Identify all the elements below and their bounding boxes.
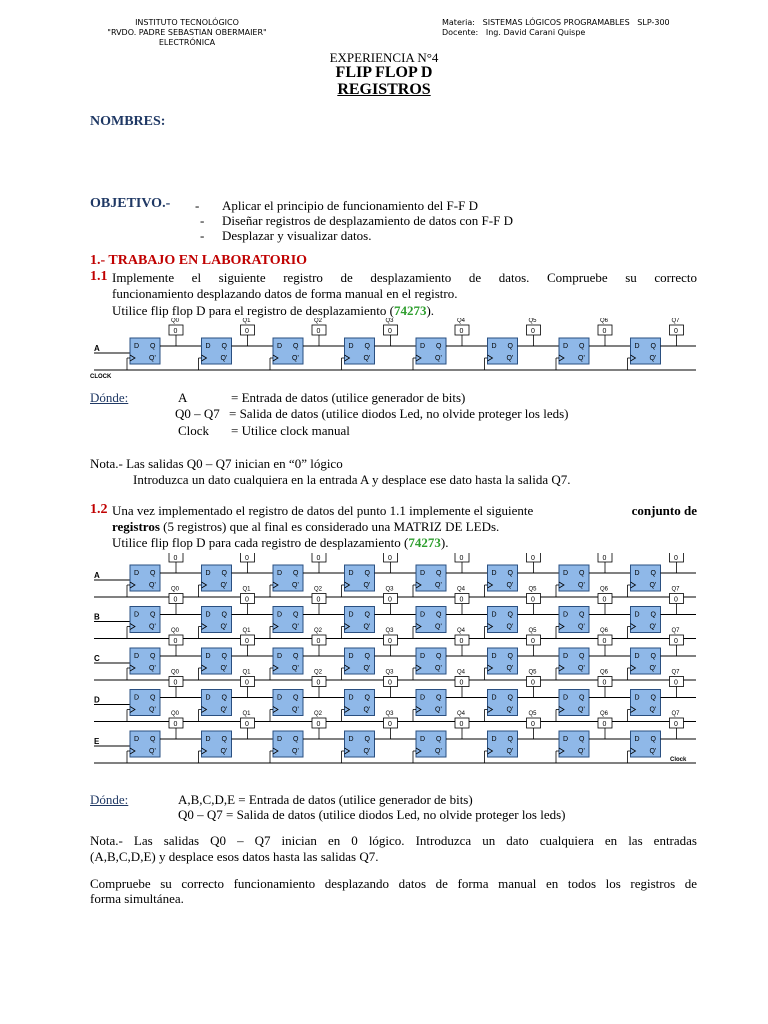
ff-qn-label: Q' <box>220 623 228 631</box>
ff-d-label: D <box>277 694 283 702</box>
ff-q-label: Q <box>507 343 513 350</box>
led-matrix-diagram <box>90 553 700 765</box>
ff-d-label: D <box>634 694 640 702</box>
led-value: 0 <box>459 555 464 562</box>
output-label: Q5 <box>528 586 537 593</box>
output-label: Q3 <box>385 628 394 634</box>
ff-q-label: Q <box>150 736 156 743</box>
led-value: 0 <box>531 679 535 687</box>
objetivo-item-2: Diseñar registros de desplazamiento de datos con F-F D <box>222 213 513 228</box>
ff-d-label: D <box>634 653 640 660</box>
ff-qn-label: Q' <box>649 748 657 755</box>
nombres-label: NOMBRES: <box>90 114 166 129</box>
led-value: 0 <box>674 328 678 335</box>
output-label: Q3 <box>385 318 394 324</box>
def-term-clock: Clock <box>178 423 210 438</box>
ff-d-label: D <box>634 611 640 619</box>
output-label: Q0 <box>171 669 180 676</box>
led-value: 0 <box>602 328 607 335</box>
ff-d-label: D <box>277 736 283 743</box>
ff-q-label: Q <box>436 343 442 350</box>
led-value: 0 <box>674 679 678 687</box>
ff-qn-label: Q' <box>649 355 657 362</box>
led-value: 0 <box>245 328 249 335</box>
ff-qn-label: Q' <box>363 355 371 362</box>
ff-q-label: Q <box>579 653 585 660</box>
ff-qn-label: Q' <box>292 748 299 755</box>
def-desc-clock: = Utilice clock manual <box>231 423 350 438</box>
led-value: 0 <box>316 596 321 604</box>
output-label: Q4 <box>457 318 466 324</box>
output-label: Q1 <box>242 628 251 634</box>
ff-q-label: Q <box>650 570 656 577</box>
institution-line2: "RVDO. PADRE SEBASTIAN OBERMAIER" <box>107 28 267 37</box>
ff-qn-label: Q' <box>363 623 371 631</box>
ff-qn-label: Q' <box>578 748 585 755</box>
ff-qn-label: Q' <box>292 706 299 714</box>
ff-d-label: D <box>420 653 426 660</box>
output-label: Q7 <box>671 711 680 717</box>
ff-q-label: Q <box>579 343 585 350</box>
ff-q-label: Q <box>293 653 299 660</box>
led-value: 0 <box>388 555 392 562</box>
led-value: 0 <box>173 679 178 687</box>
ff-q-label: Q <box>650 694 656 702</box>
section1-2-p3a: Utilice flip flop D para cada registro de desplazamiento ( <box>112 535 409 550</box>
led-value: 0 <box>316 328 321 335</box>
ff-qn-label: Q' <box>649 706 657 714</box>
section1-1-p2: funcionamiento desplazando datos de forma manual en el registro. <box>112 286 458 301</box>
objetivo-item-1: Aplicar el principio de funcionamiento del F-F D <box>222 198 478 213</box>
led-value: 0 <box>459 679 464 687</box>
output-label: Q2 <box>314 318 323 324</box>
ff-qn-label: Q' <box>578 665 585 672</box>
ff-d-label: D <box>205 736 211 743</box>
ff-d-label: D <box>634 570 640 577</box>
led-value: 0 <box>531 555 535 562</box>
ff-d-label: D <box>348 570 354 577</box>
section1-2-p2 <box>112 519 499 535</box>
led-value: 0 <box>173 596 178 604</box>
led-value: 0 <box>245 555 249 562</box>
led-value: 0 <box>602 596 607 604</box>
ff-qn-label: Q' <box>292 355 299 362</box>
shift-register-diagram <box>90 318 700 378</box>
ff-q-label: Q <box>364 736 370 743</box>
ff-d-label: D <box>563 736 569 743</box>
ff-qn-label: Q' <box>220 706 228 714</box>
output-label: Q5 <box>528 318 537 324</box>
ff-q-label: Q <box>579 736 585 743</box>
title-line2: REGISTROS <box>337 81 431 98</box>
led-value: 0 <box>388 721 392 728</box>
output-label: Q0 <box>171 586 180 593</box>
led-value: 0 <box>245 638 249 645</box>
ff-qn-label: Q' <box>220 355 228 362</box>
led-value: 0 <box>602 679 607 687</box>
output-label: Q1 <box>242 318 251 324</box>
ff-d-label: D <box>348 694 354 702</box>
section1-1-p1: Implemente el siguiente registro de desplazamiento de datos. Compruebe su correcto <box>112 270 697 285</box>
led-value: 0 <box>674 638 678 645</box>
ff-d-label: D <box>491 343 497 350</box>
output-label: Q6 <box>600 669 609 676</box>
led-value: 0 <box>316 721 321 728</box>
ff-qn-label: Q' <box>435 706 442 714</box>
led-value: 0 <box>316 638 321 645</box>
section1-1-p3b: ). <box>426 303 435 318</box>
ff-q-label: Q <box>436 694 442 702</box>
ff-q-label: Q <box>507 653 513 660</box>
ff-qn-label: Q' <box>435 355 442 362</box>
ff-qn-label: Q' <box>578 623 585 631</box>
ff-q-label: Q <box>436 611 442 619</box>
ff-d-label: D <box>277 611 283 619</box>
section1-2-p2b: (5 registros) que al final es considerado una MATRIZ DE LEDs. <box>163 519 500 534</box>
ff-d-label: D <box>134 694 140 702</box>
ff-q-label: Q <box>507 570 513 577</box>
ff-qn-label: Q' <box>292 582 299 589</box>
ff-d-label: D <box>134 653 140 660</box>
ff-q-label: Q <box>650 343 656 350</box>
ff-d-label: D <box>634 343 640 350</box>
ff-qn-label: Q' <box>506 582 514 589</box>
ff-d-label: D <box>134 343 140 350</box>
ff-qn-label: Q' <box>220 582 228 589</box>
ff-d-label: D <box>348 653 354 660</box>
ff-d-label: D <box>491 570 497 577</box>
ff-qn-label: Q' <box>578 355 585 362</box>
nota2-line1: Nota.- Las salidas Q0 – Q7 inician en 0 lógico. Introduzca un dato cualquiera en las entradas <box>90 833 697 848</box>
output-label: Q1 <box>242 586 251 593</box>
led-value: 0 <box>245 679 249 687</box>
ff-q-label: Q <box>150 611 156 619</box>
ff-d-label: D <box>205 570 211 577</box>
ff-d-label: D <box>563 570 569 577</box>
led-value: 0 <box>459 328 464 335</box>
section1-2-p1 <box>112 503 697 519</box>
output-label: Q6 <box>600 711 609 717</box>
output-label: Q0 <box>171 628 180 634</box>
ff-qn-label: Q' <box>149 355 156 362</box>
def-desc-q: = Salida de datos (utilice diodos Led, no olvide proteger los leds) <box>229 406 569 421</box>
ff-q-label: Q <box>364 653 370 660</box>
section1-1-p3 <box>112 303 434 319</box>
objetivo-bullet: - <box>200 228 205 243</box>
ff-qn-label: Q' <box>506 623 514 631</box>
ff-qn-label: Q' <box>363 706 371 714</box>
output-label: Q5 <box>528 711 537 717</box>
ff-q-label: Q <box>650 653 656 660</box>
ff-qn-label: Q' <box>363 582 371 589</box>
ff-q-label: Q <box>507 611 513 619</box>
chip-number-2: 74273 <box>408 535 441 550</box>
led-value: 0 <box>173 328 178 335</box>
ff-q-label: Q <box>221 694 227 702</box>
led-value: 0 <box>316 679 321 687</box>
objetivo-label: OBJETIVO.- <box>90 196 171 211</box>
ff-q-label: Q <box>150 653 156 660</box>
led-value: 0 <box>531 638 535 645</box>
ff-q-label: Q <box>364 343 370 350</box>
ff-q-label: Q <box>293 611 299 619</box>
ff-qn-label: Q' <box>149 623 156 631</box>
ff-q-label: Q <box>150 694 156 702</box>
ff-qn-label: Q' <box>649 665 657 672</box>
ff-qn-label: Q' <box>149 748 156 755</box>
section1-2-p1a: Una vez implementado el registro de datos del punto 1.1 implemente el siguiente <box>112 503 534 518</box>
ff-q-label: Q <box>150 343 156 350</box>
ff-qn-label: Q' <box>220 748 228 755</box>
led-value: 0 <box>531 328 535 335</box>
materia-value: SISTEMAS LÓGICOS PROGRAMABLES <box>482 18 630 27</box>
input-label: A <box>94 571 100 580</box>
ff-qn-label: Q' <box>506 355 514 362</box>
ff-q-label: Q <box>293 343 299 350</box>
ff-qn-label: Q' <box>149 665 156 672</box>
ff-d-label: D <box>277 653 283 660</box>
ff-q-label: Q <box>221 570 227 577</box>
ff-d-label: D <box>563 611 569 619</box>
ff-q-label: Q <box>293 736 299 743</box>
donde-label: Dónde: <box>90 390 129 405</box>
ff-d-label: D <box>205 611 211 619</box>
ff-qn-label: Q' <box>292 665 299 672</box>
ff-q-label: Q <box>507 736 513 743</box>
ff-qn-label: Q' <box>149 582 156 589</box>
ff-d-label: D <box>134 570 140 577</box>
ff-qn-label: Q' <box>649 623 657 631</box>
ff-d-label: D <box>205 343 211 350</box>
experiencia-title: EXPERIENCIA N°4 <box>329 50 439 65</box>
output-label: Q5 <box>528 628 537 634</box>
output-label: Q7 <box>671 628 680 634</box>
ff-d-label: D <box>205 694 211 702</box>
input-label: D <box>94 695 100 705</box>
ff-qn-label: Q' <box>363 665 371 672</box>
output-label: Q2 <box>314 586 323 593</box>
nota1: Nota.- Las salidas Q0 – Q7 inician en “0” lógico <box>90 456 343 471</box>
output-label: Q2 <box>314 669 323 676</box>
objetivo-bullet: - <box>200 213 205 228</box>
ff-q-label: Q <box>579 694 585 702</box>
ff-d-label: D <box>420 570 426 577</box>
ff-qn-label: Q' <box>578 582 585 589</box>
ff-q-label: Q <box>221 736 227 743</box>
ff-qn-label: Q' <box>506 665 514 672</box>
materia-code: SLP-300 <box>637 18 670 27</box>
section1-1-number: 1.1 <box>90 269 108 284</box>
ff-q-label: Q <box>221 343 227 350</box>
led-value: 0 <box>531 596 535 604</box>
output-label: Q2 <box>314 628 323 634</box>
ff-qn-label: Q' <box>578 706 585 714</box>
ff-q-label: Q <box>436 653 442 660</box>
section1-2-p2a: registros <box>112 519 160 534</box>
ff-qn-label: Q' <box>292 623 299 631</box>
section1-1-p3a: Utilice flip flop D para el registro de desplazamiento ( <box>112 303 394 318</box>
def2-line1: A,B,C,D,E = Entrada de datos (utilice generador de bits) <box>178 792 473 807</box>
objetivo-bullet: - <box>195 198 200 213</box>
section1-2-p1b: conjunto de <box>631 503 697 518</box>
ff-d-label: D <box>420 694 426 702</box>
objetivo-item-3: Desplazar y visualizar datos. <box>222 228 372 243</box>
output-label: Q6 <box>600 586 609 593</box>
output-label: Q7 <box>671 586 680 593</box>
output-label: Q3 <box>385 586 394 593</box>
ff-qn-label: Q' <box>435 623 442 631</box>
section1-2-p3b: ). <box>440 535 449 550</box>
ff-d-label: D <box>348 736 354 743</box>
ff-d-label: D <box>348 343 354 350</box>
ff-d-label: D <box>277 343 283 350</box>
ff-d-label: D <box>634 736 640 743</box>
output-label: Q2 <box>314 711 323 717</box>
chip-number: 74273 <box>393 303 427 318</box>
ff-d-label: D <box>205 653 211 660</box>
led-value: 0 <box>388 638 392 645</box>
output-label: Q4 <box>457 586 466 593</box>
ff-d-label: D <box>348 611 354 619</box>
led-value: 0 <box>674 555 678 562</box>
led-value: 0 <box>602 721 607 728</box>
led-value: 0 <box>531 721 535 728</box>
section1-2-p3 <box>112 535 448 551</box>
output-label: Q6 <box>600 628 609 634</box>
ff-d-label: D <box>134 736 140 743</box>
led-value: 0 <box>388 679 392 687</box>
ff-q-label: Q <box>364 570 370 577</box>
ff-q-label: Q <box>650 611 656 619</box>
ff-q-label: Q <box>221 653 227 660</box>
ff-q-label: Q <box>650 736 656 743</box>
input-label: A <box>94 344 100 353</box>
def-term-a: A <box>178 390 188 405</box>
ff-qn-label: Q' <box>649 582 657 589</box>
led-value: 0 <box>602 555 607 562</box>
ff-d-label: D <box>420 611 426 619</box>
ff-q-label: Q <box>364 611 370 619</box>
led-value: 0 <box>173 555 178 562</box>
institution-line3: ELECTRÓNICA <box>158 38 216 47</box>
ff-qn-label: Q' <box>435 582 442 589</box>
ff-d-label: D <box>420 343 426 350</box>
output-label: Q4 <box>457 711 466 717</box>
led-value: 0 <box>388 596 392 604</box>
output-label: Q3 <box>385 669 394 676</box>
input-label: B <box>94 612 100 622</box>
section1-2-number: 1.2 <box>90 502 108 517</box>
ff-q-label: Q <box>579 611 585 619</box>
led-value: 0 <box>459 638 464 645</box>
ff-qn-label: Q' <box>506 748 514 755</box>
donde-label-2: Dónde: <box>90 792 129 807</box>
ff-q-label: Q <box>436 736 442 743</box>
led-value: 0 <box>674 721 678 728</box>
led-value: 0 <box>388 328 392 335</box>
ff-q-label: Q <box>150 570 156 577</box>
ff-qn-label: Q' <box>435 748 442 755</box>
input-label: E <box>94 737 100 746</box>
institution-block <box>92 18 282 48</box>
output-label: Q4 <box>457 628 466 634</box>
ff-d-label: D <box>563 653 569 660</box>
title-line1: FLIP FLOP D <box>335 64 433 81</box>
ff-qn-label: Q' <box>363 748 371 755</box>
ff-q-label: Q <box>364 694 370 702</box>
def2-line2: Q0 – Q7 = Salida de datos (utilice diodos Led, no olvide proteger los leds) <box>178 807 566 822</box>
ff-d-label: D <box>563 694 569 702</box>
nota1-line2: Introduzca un dato cualquiera en la entrada A y desplace ese dato hasta la salida Q7. <box>133 472 571 487</box>
clock-label-2: Clock <box>670 757 687 763</box>
led-value: 0 <box>173 721 178 728</box>
output-label: Q0 <box>171 318 180 324</box>
ff-q-label: Q <box>293 570 299 577</box>
output-label: Q7 <box>671 318 680 324</box>
ff-d-label: D <box>277 570 283 577</box>
output-label: Q6 <box>600 318 609 324</box>
ff-qn-label: Q' <box>149 706 156 714</box>
led-value: 0 <box>316 555 321 562</box>
ff-d-label: D <box>563 343 569 350</box>
ff-q-label: Q <box>579 570 585 577</box>
section1-heading: 1.- TRABAJO EN LABORATORIO <box>90 253 308 268</box>
led-value: 0 <box>459 596 464 604</box>
led-value: 0 <box>173 638 178 645</box>
def-desc-a: = Entrada de datos (utilice generador de bits) <box>231 390 466 405</box>
ff-qn-label: Q' <box>435 665 442 672</box>
input-label: C <box>94 654 100 663</box>
output-label: Q3 <box>385 711 394 717</box>
docente-value: Ing. David Carani Quispe <box>485 28 586 37</box>
output-label: Q1 <box>242 711 251 717</box>
ff-q-label: Q <box>293 694 299 702</box>
def-term-q: Q0 – Q7 <box>175 406 220 421</box>
materia-label: Materia: <box>442 18 475 27</box>
ff-d-label: D <box>491 653 497 660</box>
ff-d-label: D <box>491 611 497 619</box>
clock-label: CLOCK <box>90 374 112 378</box>
ff-q-label: Q <box>221 611 227 619</box>
ff-d-label: D <box>420 736 426 743</box>
output-label: Q0 <box>171 711 180 717</box>
final-line2: forma simultánea. <box>90 891 184 906</box>
output-label: Q5 <box>528 669 537 676</box>
course-block <box>442 18 670 38</box>
led-value: 0 <box>674 596 678 604</box>
led-value: 0 <box>245 721 249 728</box>
ff-qn-label: Q' <box>506 706 514 714</box>
ff-qn-label: Q' <box>220 665 228 672</box>
institution-line1: INSTITUTO TECNOLÓGICO <box>135 18 239 27</box>
led-value: 0 <box>602 638 607 645</box>
ff-d-label: D <box>491 736 497 743</box>
output-label: Q4 <box>457 669 466 676</box>
ff-q-label: Q <box>436 570 442 577</box>
output-label: Q7 <box>671 669 680 676</box>
ff-q-label: Q <box>507 694 513 702</box>
led-value: 0 <box>459 721 464 728</box>
led-value: 0 <box>245 596 249 604</box>
docente-label: Docente: <box>442 28 479 37</box>
ff-d-label: D <box>491 694 497 702</box>
final-line1: Compruebe su correcto funcionamiento desplazando datos de forma manual en todos los registros de <box>90 876 697 891</box>
output-label: Q1 <box>242 669 251 676</box>
nota2-line2: (A,B,C,D,E) y desplace esos datos hasta las salidas Q7. <box>90 849 379 864</box>
ff-d-label: D <box>134 611 140 619</box>
